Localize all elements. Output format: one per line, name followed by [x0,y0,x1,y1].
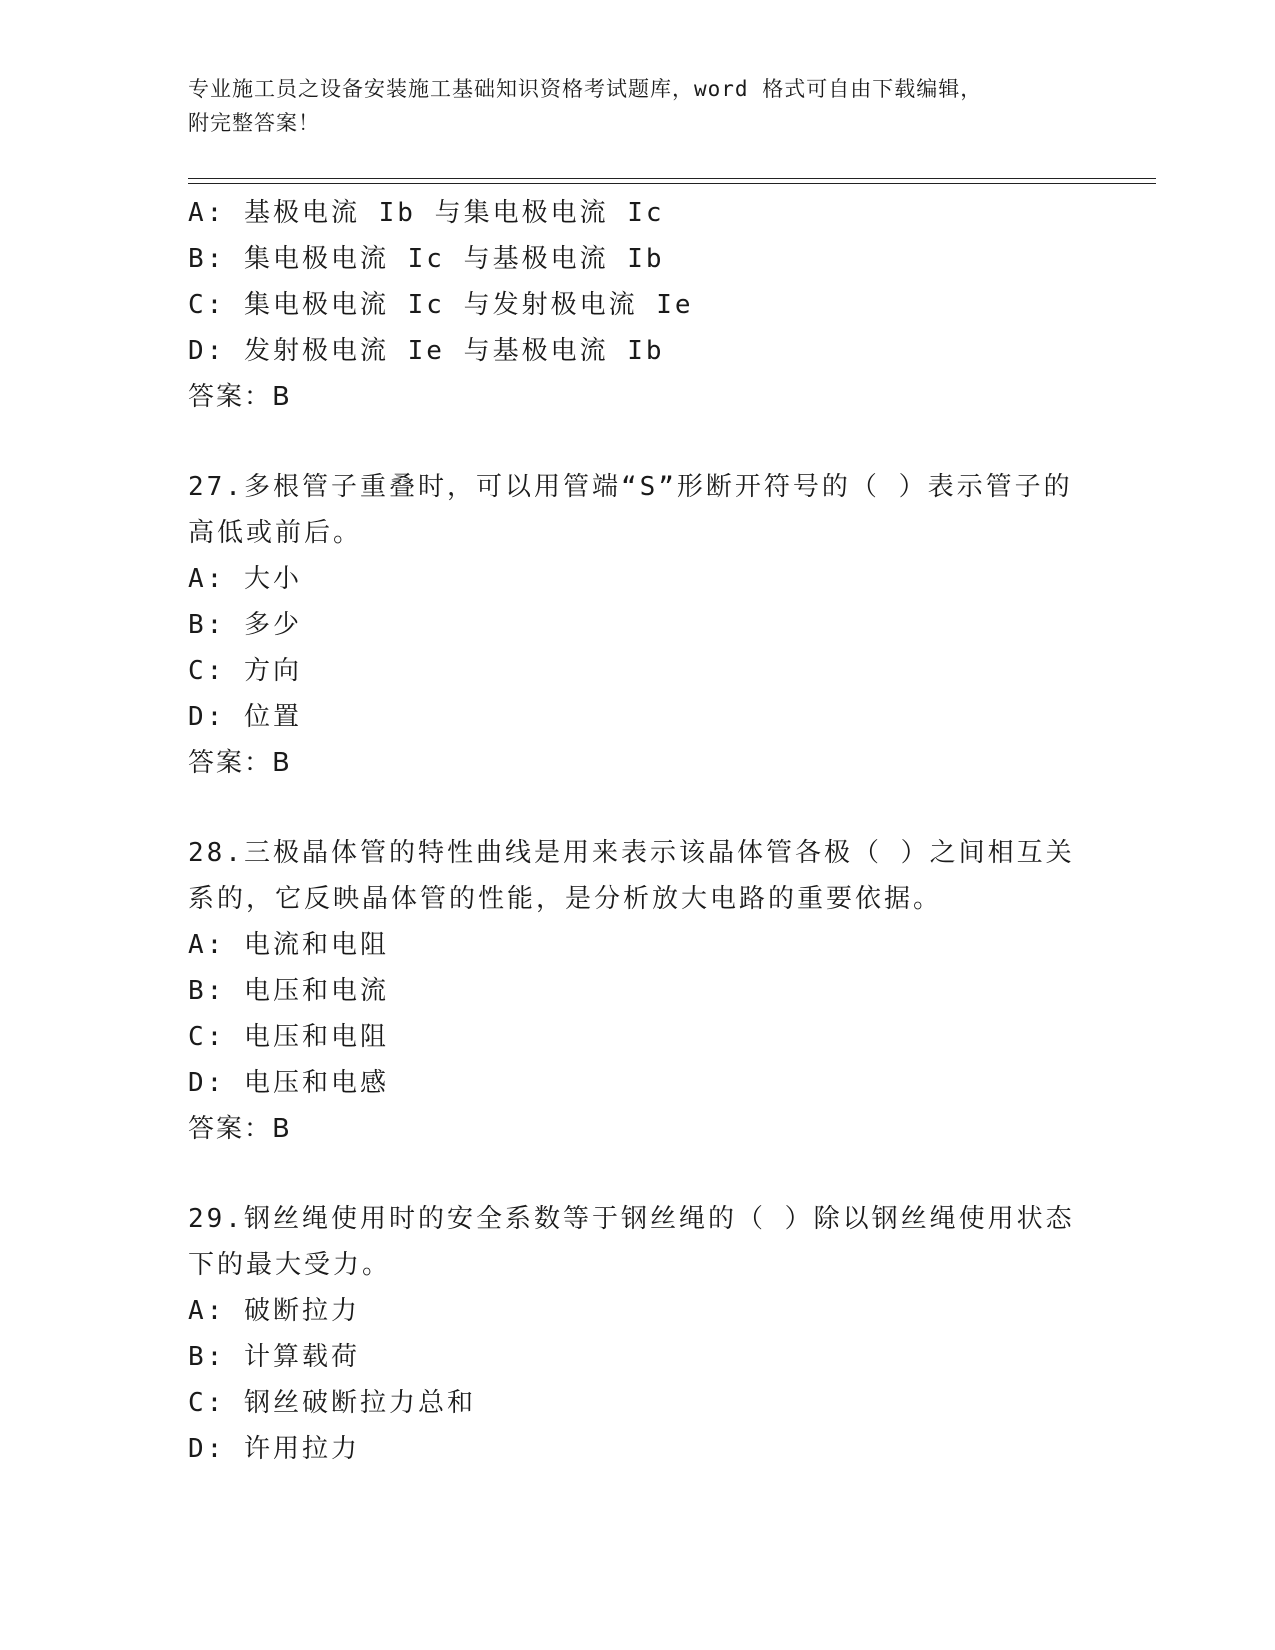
question-text [188,830,1088,922]
question-26 [188,190,1088,420]
question-text [188,464,1088,556]
option-c: C: 集电极电流 Ic 与发射极电流 Ie [188,290,694,320]
option-c: C: 钢丝破断拉力总和 [188,1388,476,1418]
option-d: D: 发射极电流 Ie 与基极电流 Ib [188,336,665,366]
option-a: A: 电流和电阻 [188,930,389,960]
option-b: B: 计算载荷 [188,1342,360,1372]
option-d: D: 电压和电感 [188,1068,389,1098]
header-divider-top [188,178,1156,179]
option-c: C: 方向 [188,656,302,686]
question-27 [188,464,1088,786]
answer: 答案：B [188,382,292,412]
option-d: D: 位置 [188,702,302,732]
header-line-1: 专业施工员之设备安装施工基础知识资格考试题库，word 格式可自由下载编辑， [188,77,983,101]
option-b: B: 电压和电流 [188,976,389,1006]
header-line-2: 附完整答案！ [188,111,320,135]
document-header [188,72,1068,140]
option-a: A: 大小 [188,564,302,594]
question-text-line-2: 高低或前后。 [188,518,363,548]
question-text-line-1: 27.多根管子重叠时，可以用管端“S”形断开符号的（ ）表示管子的 [188,472,1073,502]
header-divider-bottom [188,183,1156,184]
question-29 [188,1196,1088,1472]
option-b: B: 多少 [188,610,302,640]
option-b: B: 集电极电流 Ic 与基极电流 Ib [188,244,665,274]
question-text-line-2: 下的最大受力。 [188,1250,392,1280]
answer: 答案：B [188,1114,292,1144]
option-c: C: 电压和电阻 [188,1022,389,1052]
question-28 [188,830,1088,1152]
option-a: A: 破断拉力 [188,1296,360,1326]
question-text-line-2: 系的，它反映晶体管的性能，是分析放大电路的重要依据。 [188,884,943,914]
answer: 答案：B [188,748,292,778]
question-text-line-1: 29.钢丝绳使用时的安全系数等于钢丝绳的（ ）除以钢丝绳使用状态 [188,1204,1075,1234]
question-list [188,190,1088,1472]
option-d: D: 许用拉力 [188,1434,360,1464]
question-text [188,1196,1088,1288]
question-text-line-1: 28.三极晶体管的特性曲线是用来表示该晶体管各极（ ）之间相互关 [188,838,1075,868]
option-a: A: 基极电流 Ib 与集电极电流 Ic [188,198,665,228]
